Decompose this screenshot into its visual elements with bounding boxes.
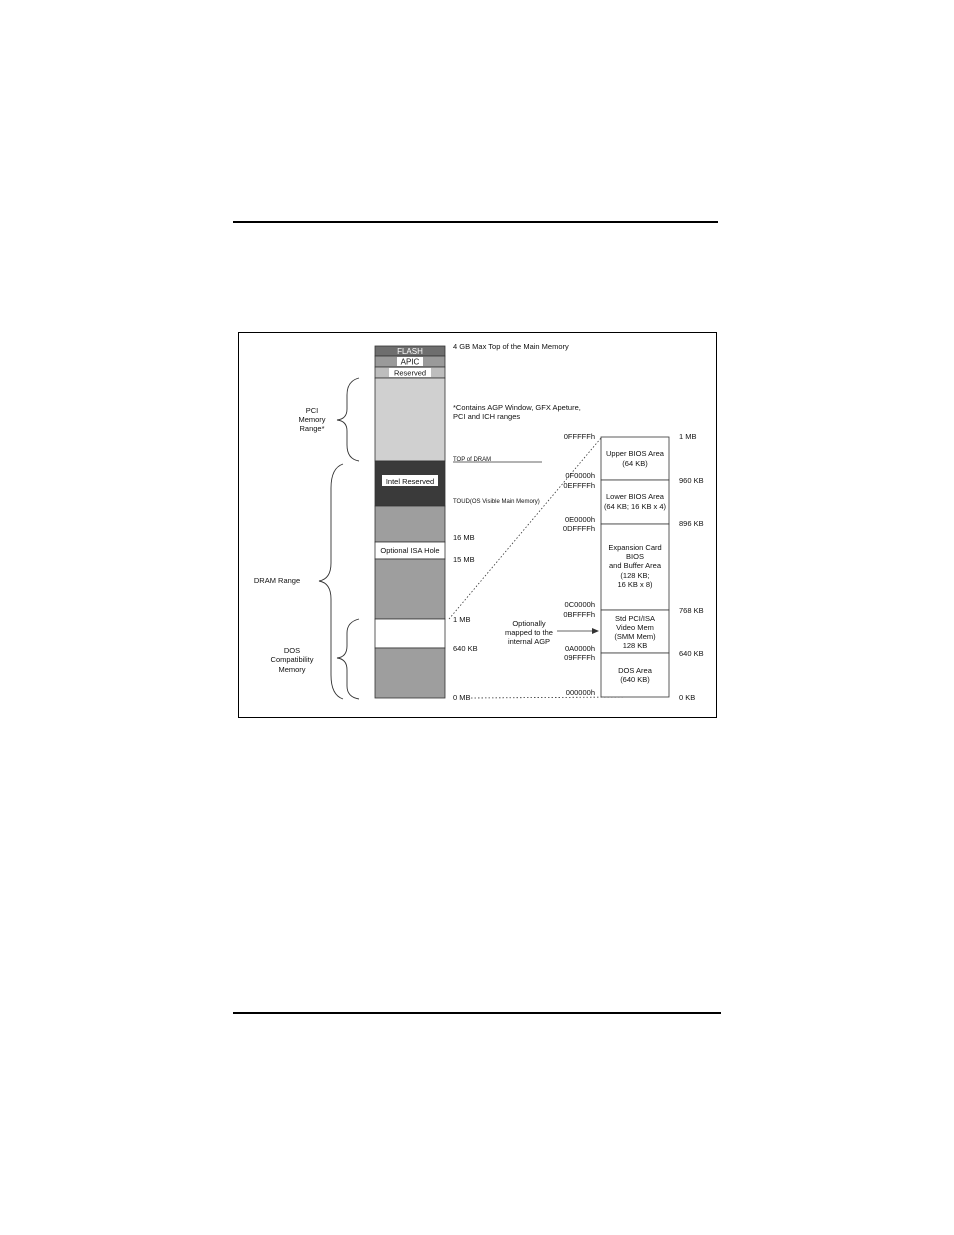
addr-0BFFFFh: 0BFFFFh — [563, 610, 595, 619]
flash-label: FLASH — [397, 347, 423, 356]
bottom-rule — [233, 1012, 721, 1014]
mb0-label: 0 MB — [453, 693, 471, 702]
video-line4: 128 KB — [622, 641, 648, 650]
dram-brace-label: DRAM Range — [253, 576, 301, 585]
expansion-line3: and Buffer Area — [609, 561, 661, 570]
mb16-label: 16 MB — [453, 533, 475, 542]
pci-brace-label-3: Range* — [299, 424, 325, 433]
expansion-line5: 16 KB x 8) — [617, 580, 653, 589]
top-of-memory-label: 4 GB Max Top of the Main Memory — [453, 342, 569, 351]
size-1mb: 1 MB — [679, 432, 697, 441]
dram-range-brace — [319, 464, 343, 699]
reserved-label: Reserved — [393, 368, 427, 378]
addr-09FFFFh: 09FFFFh — [564, 653, 595, 662]
video-line1: Std PCI/ISA — [614, 614, 656, 623]
dos-brace-label-3: Memory — [278, 665, 306, 674]
dos-area-line1: DOS Area — [618, 666, 652, 675]
dos-brace-label-1: DOS — [283, 646, 301, 655]
dos-memory-block — [375, 648, 445, 698]
kb640-label: 640 KB — [453, 644, 478, 653]
dos-brace-label-2: Compatibility — [270, 655, 314, 664]
addr-0FFFFFh: 0FFFFFh — [563, 432, 595, 441]
top-of-dram-label: TOP of DRAM — [453, 457, 492, 463]
pci-note-line1: *Contains AGP Window, GFX Apeture, — [453, 403, 581, 412]
toud-label: TOUD(OS Visible Main Memory) — [453, 499, 540, 505]
intel-reserved-label: Intel Reserved — [385, 477, 435, 486]
size-896kb: 896 KB — [679, 519, 704, 528]
dos-memory-brace — [337, 619, 359, 699]
addr-0EFFFFh: 0EFFFFh — [563, 481, 595, 490]
addr-0F0000h: 0F0000h — [565, 471, 595, 480]
agp-note-line3: internal AGP — [507, 637, 551, 646]
pci-note-line2: PCI and ICH ranges — [453, 412, 521, 421]
size-0kb: 0 KB — [679, 693, 696, 702]
memory-map-figure — [238, 332, 717, 718]
pci-brace-label-2: Memory — [298, 415, 326, 424]
mb15-label: 15 MB — [453, 555, 475, 564]
addr-0C0000h: 0C0000h — [564, 600, 595, 609]
addr-0E0000h: 0E0000h — [564, 515, 595, 524]
agp-note-line2: mapped to the — [505, 628, 553, 637]
lower-bios-line1: Lower BIOS Area — [606, 492, 664, 501]
pci-range-block — [375, 378, 445, 461]
agp-arrow-head — [592, 628, 599, 634]
agp-note-line1: Optionally — [512, 619, 546, 628]
lower-bios-line2: (64 KB; 16 KB x 4) — [603, 502, 667, 511]
apic-label: APIC — [400, 357, 420, 367]
video-line2: Video Mem — [616, 623, 654, 632]
dram-block-middle — [375, 559, 445, 619]
dos-area-line2: (640 KB) — [620, 675, 650, 684]
addr-0DFFFFh: 0DFFFFh — [562, 524, 595, 533]
mb1-label: 1 MB — [453, 615, 471, 624]
expansion-line1: Expansion Card — [608, 543, 662, 552]
dram-block-upper — [375, 506, 445, 542]
expansion-line-bottom — [471, 697, 623, 698]
memory-map-diagram — [239, 333, 716, 717]
pci-brace-label-1: PCI — [305, 406, 319, 415]
isa-hole-label: Optional ISA Hole — [380, 546, 440, 555]
size-768kb: 768 KB — [679, 606, 704, 615]
size-960kb: 960 KB — [679, 476, 704, 485]
addr-000000h: 000000h — [565, 688, 595, 697]
main-memory-column — [375, 346, 445, 698]
pci-range-brace — [337, 378, 359, 461]
dos-upper-memory-block — [375, 619, 445, 648]
video-line3: (SMM Mem) — [614, 632, 656, 641]
expansion-line2: BIOS — [626, 552, 644, 561]
size-640kb: 640 KB — [679, 649, 704, 658]
expansion-line4: (128 KB; — [620, 571, 650, 580]
upper-bios-line1: Upper BIOS Area — [606, 449, 664, 458]
addr-0A0000h: 0A0000h — [564, 644, 595, 653]
top-rule — [233, 221, 718, 223]
upper-bios-line2: (64 KB) — [622, 459, 648, 468]
